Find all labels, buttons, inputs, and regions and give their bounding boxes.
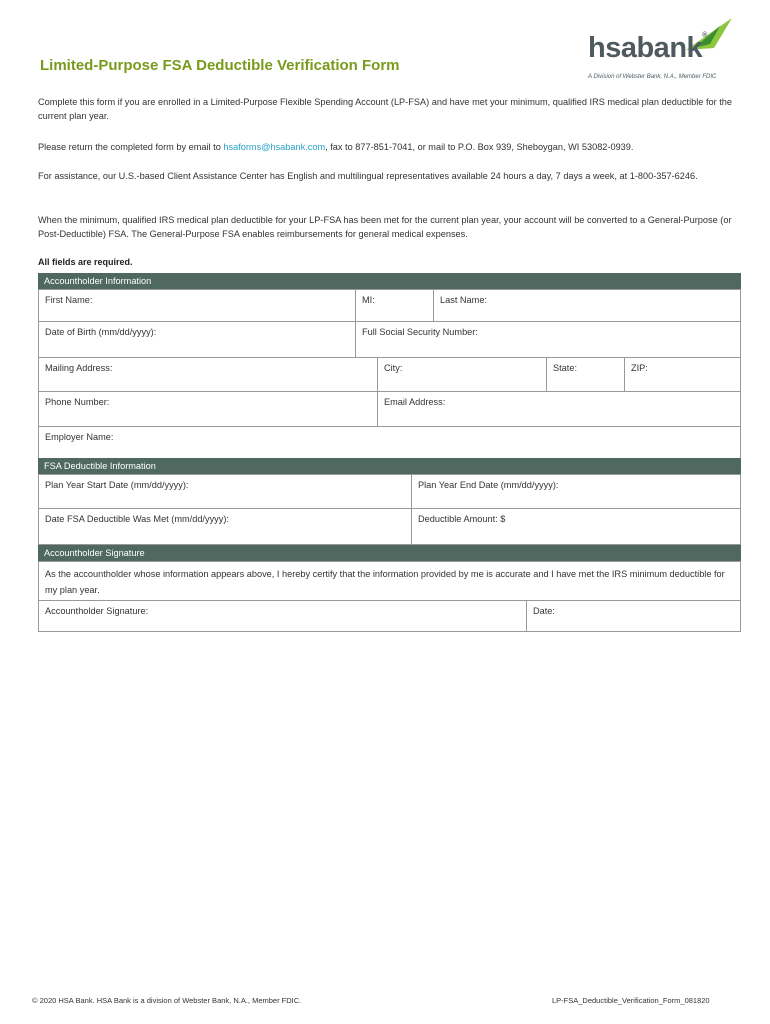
intro-paragraph-conversion: When the minimum, qualified IRS medical plan deductible for your LP-FSA has been met for the current plan year, your account will be converted to a General-Purpose (or Post-Deductible) FSA. The General-Purpose FSA enables reimbursements for general medical expenses.	[38, 215, 732, 239]
phone-number-field[interactable]	[38, 391, 378, 427]
email-address-label: Email Address:	[384, 397, 446, 407]
certification-text: As the accountholder whose information appears above, I hereby certify that the information provided by me is accurate and I have met the IRS minimum deductible for my plan year.	[45, 569, 725, 595]
footer-copyright: © 2020 HSA Bank. HSA Bank is a division of Webster Bank, N.A., Member FDIC.	[32, 996, 302, 1005]
middle-initial-field[interactable]	[355, 289, 434, 322]
mailing-address-field[interactable]	[38, 357, 378, 392]
deductible-met-date-label: Date FSA Deductible Was Met (mm/dd/yyyy):	[45, 514, 229, 524]
page-title: Limited-Purpose FSA Deductible Verification Form	[40, 57, 400, 74]
logo-tagline: A Division of Webster Bank, N.A., Member FDIC	[588, 74, 717, 80]
plan-year-start-date-field[interactable]	[38, 474, 412, 509]
return-text-before: Please return the completed form by email to	[38, 142, 224, 152]
section-accountholder-information: Accountholder Information	[38, 273, 741, 289]
state-field[interactable]	[546, 357, 625, 392]
accountholder-signature-label: Accountholder Signature:	[45, 606, 149, 616]
intro-paragraph-return	[38, 140, 740, 154]
intro-paragraph-eligibility: Complete this form if you are enrolled in a Limited-Purpose Flexible Spending Account (LP-FSA) and have met your minimum, qualified IRS medical plan deductible for the current plan year.	[38, 97, 733, 121]
accountholder-signature-field[interactable]	[38, 600, 527, 632]
certification-statement	[38, 561, 741, 601]
return-text-after: , fax to 877-851-7041, or mail to P.O. Box 939, Sheboygan, WI 53082-0939.	[325, 142, 634, 152]
city-field[interactable]	[377, 357, 547, 392]
section-fsa-deductible-information: FSA Deductible Information	[38, 458, 741, 474]
hsa-bank-logo	[588, 18, 738, 84]
employer-name-field[interactable]	[38, 426, 741, 459]
logo-wordmark: hsabank®	[588, 32, 707, 64]
deductible-amount-field[interactable]	[411, 508, 741, 545]
deductible-amount-label: Deductible Amount: $	[418, 514, 506, 524]
first-name-field[interactable]	[38, 289, 356, 322]
zip-field[interactable]	[624, 357, 741, 392]
signature-date-label: Date:	[533, 606, 555, 616]
first-name-label: First Name:	[45, 295, 93, 305]
date-of-birth-label: Date of Birth (mm/dd/yyyy):	[45, 327, 157, 337]
signature-date-field[interactable]	[526, 600, 741, 632]
footer-form-id: LP-FSA_Deductible_Verification_Form_081820	[552, 996, 710, 1005]
city-label: City:	[384, 363, 403, 373]
ssn-field[interactable]	[355, 321, 741, 358]
section-accountholder-signature: Accountholder Signature	[38, 545, 741, 561]
email-link[interactable]: hsaforms@hsabank.com	[223, 142, 326, 152]
email-address-field[interactable]	[377, 391, 741, 427]
last-name-label: Last Name:	[440, 295, 487, 305]
plan-year-end-date-label: Plan Year End Date (mm/dd/yyyy):	[418, 480, 559, 490]
phone-number-label: Phone Number:	[45, 397, 110, 407]
required-fields-note: All fields are required.	[38, 257, 133, 267]
last-name-field[interactable]	[433, 289, 741, 322]
plan-year-start-date-label: Plan Year Start Date (mm/dd/yyyy):	[45, 480, 189, 490]
employer-name-label: Employer Name:	[45, 432, 114, 442]
deductible-met-date-field[interactable]	[38, 508, 412, 545]
ssn-label: Full Social Security Number:	[362, 327, 478, 337]
plan-year-end-date-field[interactable]	[411, 474, 741, 509]
date-of-birth-field[interactable]	[38, 321, 356, 358]
middle-initial-label: MI:	[362, 295, 375, 305]
state-label: State:	[553, 363, 578, 373]
intro-paragraph-assistance: For assistance, our U.S.-based Client Assistance Center has English and multilingual representatives available 24 hours a day, 7 days a week, at 1-800-357-6246.	[38, 171, 698, 181]
zip-label: ZIP:	[631, 363, 648, 373]
mailing-address-label: Mailing Address:	[45, 363, 113, 373]
